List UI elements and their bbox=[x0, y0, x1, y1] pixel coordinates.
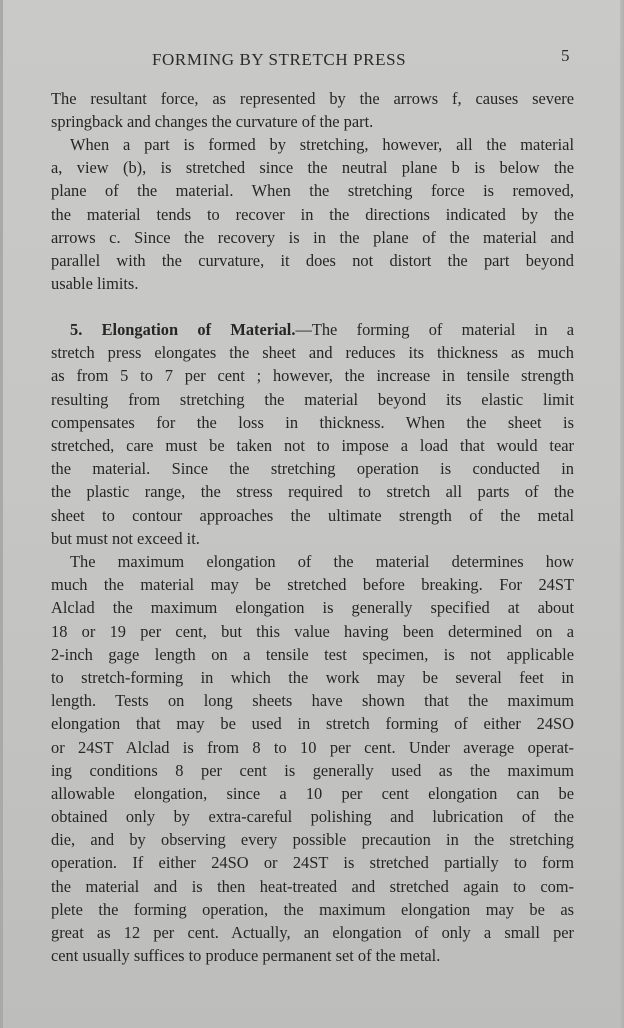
text-line: operation. If either 24SO or 24ST is stretched partially to form bbox=[51, 853, 574, 873]
text-line: springback and changes the curvature of the part. bbox=[51, 112, 374, 132]
section-first-line-text: The forming of material in a bbox=[311, 320, 574, 339]
page-edge-right bbox=[620, 0, 624, 1028]
text-line: but must not exceed it. bbox=[51, 528, 200, 548]
text-line: die, and by observing every possible precaution in the stretching bbox=[51, 830, 574, 850]
text-line: When a part is formed by stretching, however, all the material bbox=[70, 135, 574, 154]
text-line: plane of the material. When the stretching force is removed, bbox=[51, 181, 574, 201]
text-line: The maximum elongation of the material determines how bbox=[70, 552, 574, 571]
text-line: ing conditions 8 per cent is generally used as the maximum bbox=[51, 760, 574, 780]
text-line: parallel with the curvature, it does not distort the part beyond bbox=[51, 250, 574, 270]
text-line: or 24ST Alclad is from 8 to 10 per cent. Under average operat- bbox=[51, 737, 574, 757]
text-line: elongation that may be used in stretch forming of either 24SO bbox=[51, 714, 574, 734]
text-line: stretched, care must be taken not to impose a load that would tear bbox=[51, 435, 574, 455]
text-line: stretch press elongates the sheet and reduces its thickness as much bbox=[51, 343, 574, 363]
text-line: 18 or 19 per cent, but this value having been determined on a bbox=[51, 621, 574, 641]
text-line: compensates for the loss in thickness. When the sheet is bbox=[51, 412, 574, 432]
text-line: a, view (b), is stretched since the neutral plane b is below the bbox=[51, 158, 574, 178]
text-line: great as 12 per cent. Actually, an elongation of only a small per bbox=[51, 923, 574, 942]
text-line: sheet to contour approaches the ultimate strength of the metal bbox=[51, 505, 574, 525]
section-number: 5. bbox=[70, 320, 83, 339]
page-edge-left bbox=[0, 0, 3, 1028]
text-line: to stretch-forming in which the work may be several feet in bbox=[51, 667, 574, 687]
text-line: the material and is then heat-treated and stretched again to com- bbox=[51, 876, 574, 896]
em-dash: — bbox=[295, 320, 312, 339]
text-line: as from 5 to 7 per cent ; however, the increase in tensile strength bbox=[51, 366, 574, 386]
running-title: FORMING BY STRETCH PRESS bbox=[152, 50, 407, 69]
text-line: allowable elongation, since a 10 per cent elongation can be bbox=[51, 783, 574, 803]
paragraph-stretching bbox=[51, 133, 574, 295]
text-line: plete the forming operation, the maximum elongation may be as bbox=[51, 899, 574, 919]
paragraph-continuation bbox=[51, 87, 574, 133]
section-heading: Elongation of Material. bbox=[101, 320, 296, 339]
page-number: 5 bbox=[561, 46, 570, 65]
text-line: cent usually suffices to produce permanent set of the metal. bbox=[51, 946, 441, 966]
text-line: the material tends to recover in the directions indicated by the bbox=[51, 204, 574, 224]
text-line: Alclad the maximum elongation is generally specified at about bbox=[51, 598, 574, 618]
text-line: the plastic range, the stress required to stretch all parts of the bbox=[51, 482, 574, 502]
running-head bbox=[0, 44, 624, 70]
text-line: the material. Since the stretching operation is conducted in bbox=[51, 459, 574, 479]
text-line: 2-inch gage length on a tensile test specimen, is not applicable bbox=[51, 644, 574, 664]
paragraph-maximum-elongation bbox=[51, 550, 574, 967]
text-line: usable limits. bbox=[51, 274, 139, 294]
text-line: The resultant force, as represented by the arrows f, causes severe bbox=[51, 89, 574, 108]
text-line: obtained only by extra-careful polishing and lubrication of the bbox=[51, 807, 574, 827]
section-heading-line bbox=[51, 318, 574, 341]
section-5-elongation bbox=[51, 318, 574, 550]
text-line: resulting from stretching the material beyond its elastic limit bbox=[51, 389, 574, 409]
text-line: much the material may be stretched before breaking. For 24ST bbox=[51, 575, 574, 595]
text-line: arrows c. Since the recovery is in the plane of the material and bbox=[51, 227, 574, 247]
text-line: length. Tests on long sheets have shown that the maximum bbox=[51, 691, 574, 711]
